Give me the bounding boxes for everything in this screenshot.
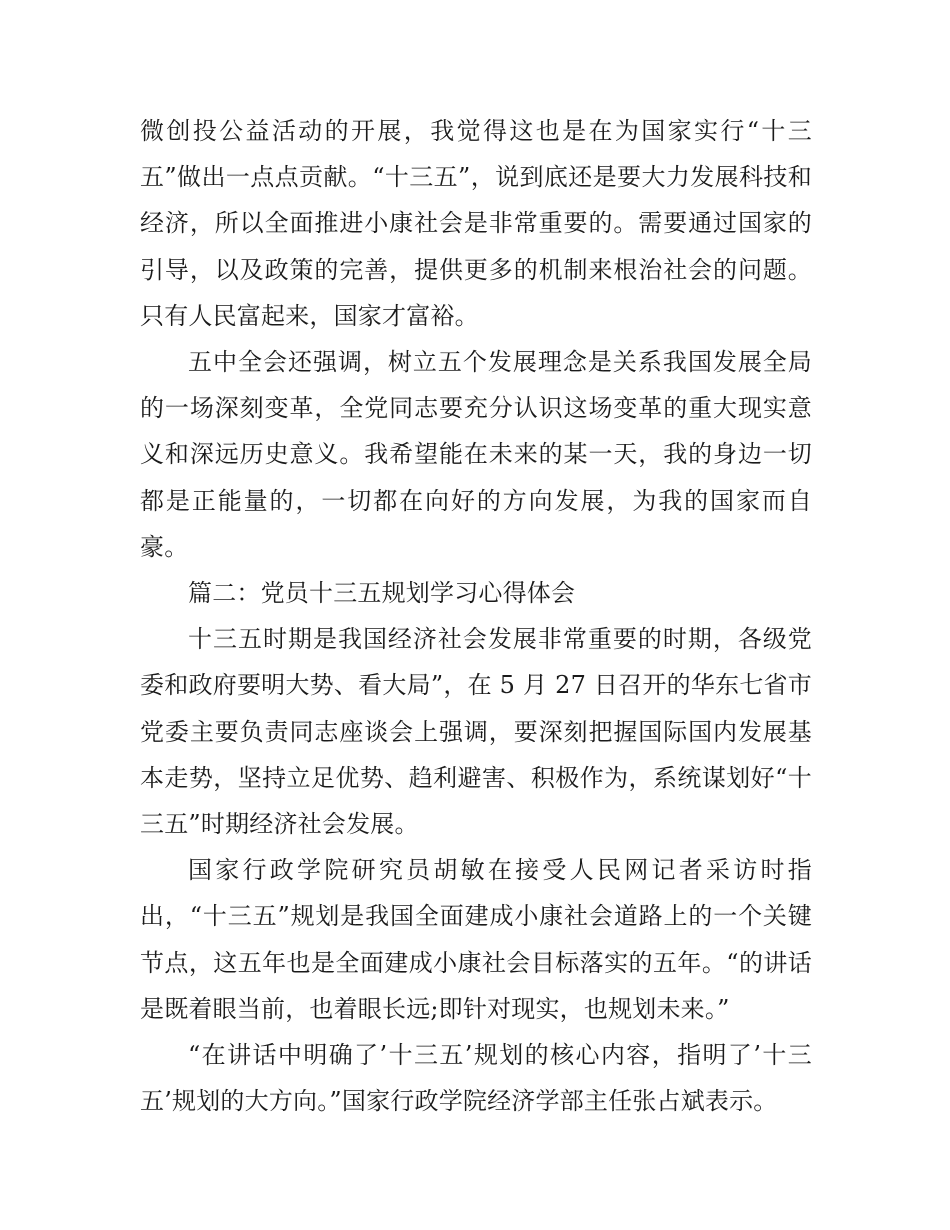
paragraph-5: 国家行政学院研究员胡敏在接受人民网记者采访时指出，“十三五”规划是我国全面建成小康社会道路上的一个关键节点，这五年也是全面建成小康社会目标落实的五年。“的讲话是既着眼当前，也着眼长远;即针对现实，也规划未来。” [140, 856, 812, 1023]
paragraph-2: 五中全会还强调，树立五个发展理念是关系我国发展全局的一场深刻变革，全党同志要充分认识这场变革的重大现实意义和深远历史意义。我希望能在未来的某一天，我的身边一切都是正能量的，一切都在向好的方向发展，为我的国家而自豪。 [140, 348, 812, 561]
document-body [140, 108, 812, 1124]
paragraph-4: 十三五时期是我国经济社会发展非常重要的时期，各级党委和政府要明大势、看大局”，在 5 月 27 日召开的华东七省市党委主要负责同志座谈会上强调，要深刻把握国际国内发展基本走势，坚持立足优势、趋利避害、积极作为，系统谋划好“十三五”时期经济社会发展。 [140, 625, 812, 839]
paragraph-6: “在讲话中明确了’十三五’规划的核心内容，指明了’十三五’规划的大方向。”国家行政学院经济学部主任张占斌表示。 [140, 1041, 812, 1116]
paragraph-1: 微创投公益活动的开展，我觉得这也是在为国家实行“十三五”做出一点点贡献。“十三五”，说到底还是要大力发展科技和经济，所以全面推进小康社会是非常重要的。需要通过国家的引导，以及政策的完善，提供更多的机制来根治社会的问题。只有人民富起来，国家才富裕。 [140, 117, 812, 330]
section-heading: 篇二：党员十三五规划学习心得体会 [188, 579, 576, 608]
